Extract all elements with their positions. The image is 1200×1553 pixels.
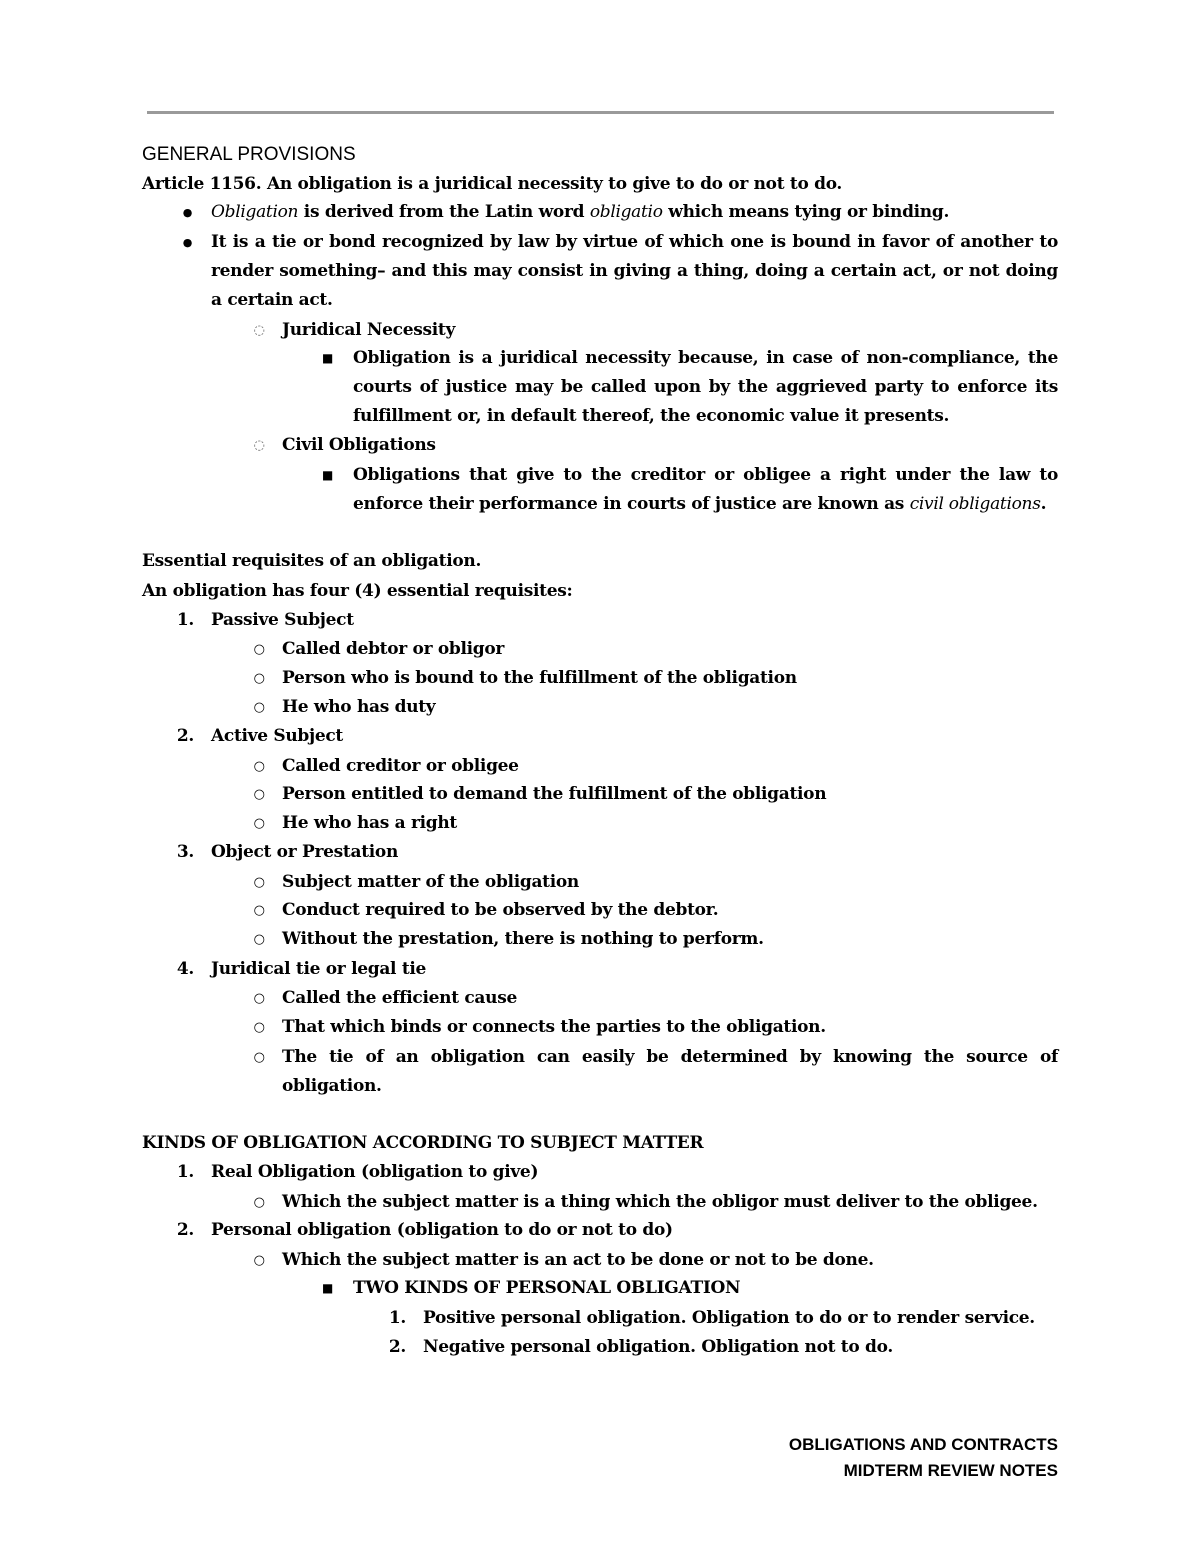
personal-kind-text: Obligation to do or to render service. — [686, 1308, 1035, 1328]
hollow-circle-marker: ○ — [253, 1253, 265, 1268]
article-label: Article 1156. — [142, 174, 262, 194]
footer-line-1: OBLIGATIONS AND CONTRACTS — [788, 1435, 1058, 1454]
personal-kinds-heading: TWO KINDS OF PERSONAL OBLIGATION — [353, 1278, 741, 1298]
requisite-number: 1. — [176, 610, 194, 630]
requisite-number: 3. — [176, 842, 194, 862]
requisite-label: Object or Prestation — [211, 842, 399, 862]
top-rule — [147, 111, 1054, 114]
civil-obligations-text: Obligations that give to the creditor or obligee a right under the law to enforce their performance in courts of justice are known as civil obligations. — [353, 465, 1058, 514]
footer-line-2: MIDTERM REVIEW NOTES — [843, 1461, 1058, 1480]
square-marker: ■ — [321, 351, 333, 365]
requisite-label: Active Subject — [211, 726, 343, 746]
requisite-label: Passive Subject — [211, 610, 354, 630]
hollow-circle-marker: ○ — [253, 759, 265, 774]
requisite-sub-item: Called creditor or obligee — [282, 756, 519, 776]
requisite-sub-item: That which binds or connects the parties to the obligation. — [282, 1017, 826, 1037]
hollow-circle-marker: ○ — [253, 787, 265, 802]
requisite-sub-item: The tie of an obligation can easily be determined by knowing the source of obligation. — [282, 1047, 1058, 1096]
personal-kind-text: Obligation not to do. — [695, 1337, 893, 1357]
personal-kind-label: Positive personal obligation. — [423, 1308, 687, 1328]
hollow-circle-marker: ○ — [253, 1195, 265, 1210]
requisite-sub-item: Called debtor or obligor — [282, 639, 505, 659]
kinds-title: KINDS OF OBLIGATION ACCORDING TO SUBJECT MATTER — [142, 1133, 704, 1153]
hollow-circle-marker: ○ — [253, 642, 265, 657]
requisite-sub-item: Subject matter of the obligation — [282, 872, 579, 892]
juridical-necessity-text: Obligation is a juridical necessity because, in case of non-compliance, the courts of justice may be called upon by the aggrieved party to enforce its fulfillment or, in default thereof, the economic value it presents. — [353, 348, 1058, 426]
requisite-sub-item: Person entitled to demand the fulfillment of the obligation — [282, 784, 827, 804]
requisite-sub-item: Called the efficient cause — [282, 988, 517, 1008]
hollow-circle-marker: ○ — [253, 991, 265, 1006]
hollow-circle-marker: ○ — [253, 1050, 265, 1065]
hollow-circle-marker: ○ — [253, 903, 265, 918]
requisite-sub-item: He who has duty — [282, 697, 436, 717]
kind-label: Real Obligation (obligation to give) — [211, 1162, 539, 1182]
personal-kind-item — [423, 1304, 1035, 1333]
hollow-circle-marker: ○ — [253, 671, 265, 686]
dotted-circle-marker: ◌ — [253, 323, 265, 338]
bullet-marker: ● — [182, 236, 192, 249]
hollow-circle-marker: ○ — [253, 932, 265, 947]
requisite-number: 2. — [176, 726, 194, 746]
hollow-circle-marker: ○ — [253, 816, 265, 831]
juridical-necessity-title: Juridical Necessity — [282, 320, 456, 340]
article-text: An obligation is a juridical necessity to give to do or not to do. — [261, 174, 843, 194]
kind-label: Personal obligation (obligation to do or not to do) — [211, 1220, 673, 1240]
requisite-sub-item: Person who is bound to the fulfillment of the obligation — [282, 668, 797, 688]
personal-kind-label: Negative personal obligation. — [423, 1337, 696, 1357]
footer — [789, 1432, 1058, 1484]
bullet-marker: ● — [182, 206, 192, 219]
requisite-sub-item: Without the prestation, there is nothing to perform. — [282, 929, 764, 949]
requisite-number: 4. — [176, 959, 194, 979]
kind-sub-item: Which the subject matter is an act to be done or not to be done. — [282, 1250, 874, 1270]
requisite-sub-item: He who has a right — [282, 813, 457, 833]
requisite-sub-item: Conduct required to be observed by the debtor. — [282, 900, 719, 920]
hollow-circle-marker: ○ — [253, 875, 265, 890]
bullet-tie-or-bond: It is a tie or bond recognized by law by virtue of which one is bound in favor of another to render something– and this may consist in giving a thing, doing a certain act, or not doing a certain act. — [211, 232, 1058, 310]
personal-kind-item — [423, 1333, 893, 1362]
personal-kind-number: 2. — [388, 1337, 406, 1357]
kind-sub-item: Which the subject matter is a thing which the obligor must deliver to the obligee. — [282, 1192, 1038, 1212]
bullet-obligation-origin: Obligation is derived from the Latin word obligatio which means tying or binding. — [211, 202, 950, 222]
article-1156 — [142, 170, 842, 199]
dotted-circle-marker: ◌ — [253, 438, 265, 453]
square-marker: ■ — [321, 1281, 333, 1295]
kind-number: 2. — [176, 1220, 194, 1240]
personal-kind-number: 1. — [388, 1308, 406, 1328]
kind-number: 1. — [176, 1162, 194, 1182]
civil-obligations-title: Civil Obligations — [282, 435, 436, 455]
hollow-circle-marker: ○ — [253, 1020, 265, 1035]
hollow-circle-marker: ○ — [253, 700, 265, 715]
square-marker: ■ — [321, 468, 333, 482]
requisites-intro: An obligation has four (4) essential requisites: — [142, 581, 573, 601]
requisites-title: Essential requisites of an obligation. — [142, 551, 482, 571]
requisite-label: Juridical tie or legal tie — [211, 959, 427, 979]
section-heading-general-provisions: GENERAL PROVISIONS — [142, 144, 356, 165]
